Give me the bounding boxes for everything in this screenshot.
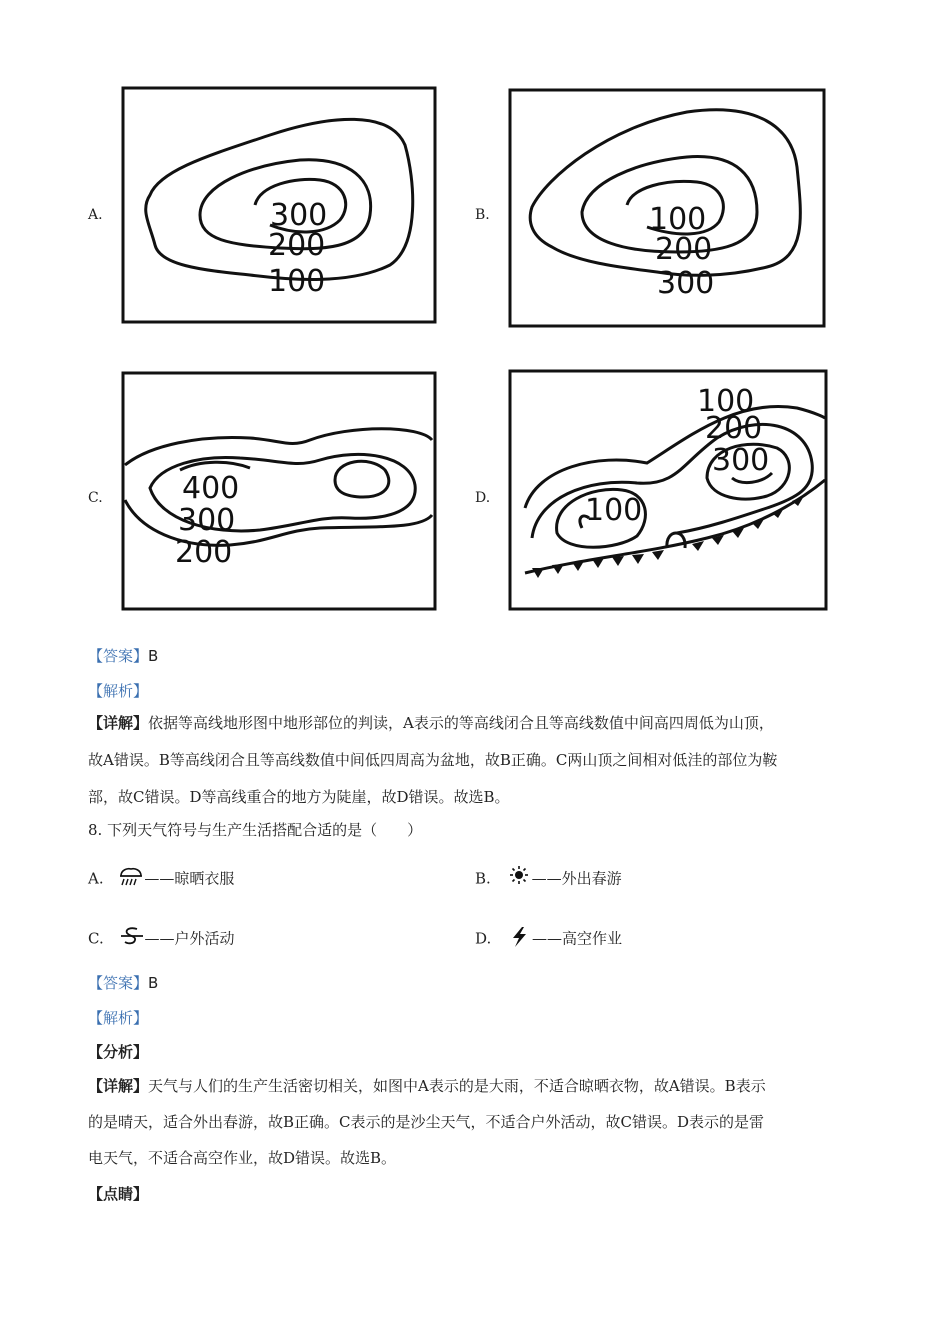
q8-option-d <box>475 926 622 953</box>
q8-detail-line-1 <box>88 1076 766 1096</box>
q7-detail-line-1 <box>88 713 774 733</box>
answer-value: B <box>148 974 159 992</box>
q8-detail-line-3: 电天气，不适合高空作业，故D错误。故选B。 <box>88 1149 397 1167</box>
q8-analysis-tag-line <box>88 1008 148 1028</box>
heavy-rain-icon <box>118 866 144 893</box>
option-letter: C. <box>88 929 104 948</box>
contour-label-300: 300 <box>178 503 236 538</box>
q7-detail-line-2: 故A错误。B等高线闭合且等高线数值中间低四周高为盆地，故B正确。C两山顶之间相对低洼的部位为鞍 <box>88 751 778 769</box>
contour-label-200: 200 <box>175 535 233 570</box>
q7-answer-line <box>88 646 158 666</box>
q8-fenxi-tag-line <box>88 1042 148 1062</box>
q7-analysis-tag-line <box>88 681 148 701</box>
contour-map-c <box>120 370 438 612</box>
detail-text: 天气与人们的生产生活密切相关，如图中A表示的是大雨，不适合晾晒衣物，故A错误。B表示 <box>148 1077 766 1095</box>
option-d-label: D. <box>475 490 491 506</box>
contour-label-100-top: 100 <box>697 384 755 419</box>
answer-value: B <box>148 647 159 665</box>
answer-tag: 【答案】 <box>88 647 149 665</box>
q8-dianjing-tag-line <box>88 1184 148 1204</box>
contour-label-300: 300 <box>270 198 328 233</box>
q8-option-c <box>88 926 235 953</box>
detail-tag: 【详解】 <box>88 1077 149 1095</box>
contour-label-100: 100 <box>649 202 707 237</box>
q8-detail-line-2: 的是晴天，适合外出春游，故B正确。C表示的是沙尘天气，不适合户外活动，故C错误。D表示的是雷 <box>88 1113 765 1131</box>
contour-map-d <box>507 368 829 612</box>
option-text: ——晾晒衣服 <box>144 869 235 888</box>
answer-tag: 【答案】 <box>88 974 149 992</box>
option-text: ——外出春游 <box>531 869 622 888</box>
contour-label-100-bottom: 100 <box>585 493 643 528</box>
option-b-label: B. <box>475 207 490 223</box>
contour-label-300: 300 <box>657 266 715 301</box>
q8-option-a <box>88 866 234 893</box>
option-text: ——高空作业 <box>532 929 623 948</box>
sunny-icon <box>506 866 532 893</box>
fenxi-tag: 【分析】 <box>88 1043 149 1061</box>
option-text: ——户外活动 <box>144 929 235 948</box>
dianjing-tag: 【点睛】 <box>88 1185 149 1203</box>
contour-label-200: 200 <box>655 232 713 267</box>
q8-stem: 8. 下列天气符号与生产生活搭配合适的是（ ） <box>88 821 423 839</box>
sandstorm-icon <box>119 926 145 953</box>
contour-label-400: 400 <box>182 471 240 506</box>
contour-label-300: 300 <box>712 443 770 478</box>
detail-text: 依据等高线地形图中地形部位的判读，A表示的等高线闭合且等高线数值中间高四周低为山顶， <box>148 714 774 732</box>
option-a-label: A. <box>88 207 103 223</box>
contour-label-200: 200 <box>268 228 326 263</box>
analysis-tag: 【解析】 <box>88 682 149 700</box>
thunder-icon <box>506 926 532 953</box>
option-c-label: C. <box>88 490 103 506</box>
q8-answer-line <box>88 973 158 993</box>
contour-map-a <box>120 85 438 325</box>
detail-tag: 【详解】 <box>88 714 149 732</box>
option-letter: D. <box>475 929 492 948</box>
option-letter: A. <box>88 869 104 888</box>
contour-label-200: 200 <box>705 411 763 446</box>
option-letter: B. <box>475 869 491 888</box>
contour-map-b <box>507 87 827 332</box>
q8-option-b <box>475 866 622 893</box>
analysis-tag: 【解析】 <box>88 1009 149 1027</box>
contour-label-100: 100 <box>268 264 326 299</box>
q7-detail-line-3: 部，故C错误。D等高线重合的地方为陡崖，故D错误。故选B。 <box>88 788 510 806</box>
